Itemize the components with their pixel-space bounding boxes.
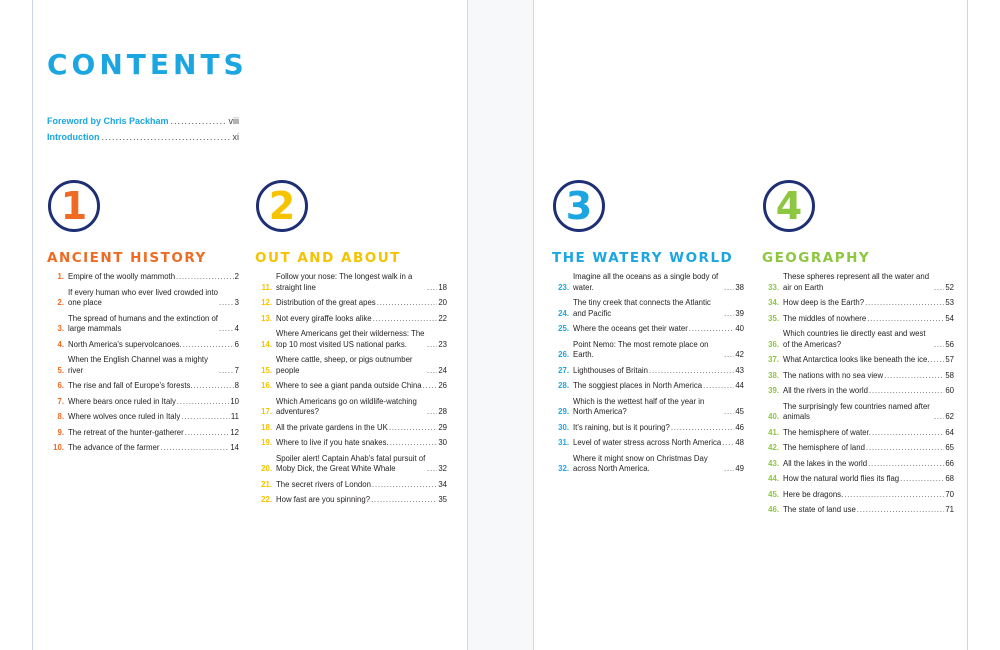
leader-dots [689,324,734,335]
entry-number: 40. [768,412,779,421]
entry-page: 53 [945,298,954,307]
entry-page: 34 [438,479,447,489]
entry-number: 9. [57,427,64,437]
entry-number: 20. [261,464,272,473]
entry-number: 22. [261,495,272,504]
entry-number: 35. [768,313,779,323]
toc-entry[interactable] [552,438,744,449]
toc-entry[interactable] [47,428,239,439]
entry-page: 18 [438,282,447,292]
entry-page: 3 [234,298,239,307]
leader-dots [423,381,438,392]
toc-entry[interactable] [552,454,744,475]
leader-dots [884,371,944,382]
entry-page: 29 [438,422,447,432]
toc-entry[interactable] [255,355,447,376]
entry-number: 3. [57,324,64,333]
toc-entry[interactable] [47,443,239,454]
leader-dots [427,407,437,418]
section-ancient-history [47,180,239,452]
entry-title: If every human who ever lived crowded into one place [68,287,218,307]
section-out-and-about [255,180,447,504]
toc-entry[interactable] [47,412,239,423]
entry-title: The hemisphere of land [783,443,865,452]
entry-number: 10. [53,443,64,452]
entry-number: 30. [558,422,569,432]
entry-title: Follow your nose: The longest walk in a straight line [276,272,413,292]
entry-title: Where it might snow on Christmas Day across North America. [573,453,708,473]
entry-number: 1. [57,272,64,281]
entry-page: 35 [438,495,447,504]
entry-number: 26. [558,350,569,359]
toc-entry[interactable] [552,324,744,335]
toc-entry[interactable] [762,355,954,366]
entry-title: Which is the wettest half of the year in North America? [573,396,705,416]
entry-page: 54 [945,313,954,323]
leader-dots [722,438,734,449]
toc-entry[interactable] [552,397,744,418]
leader-dots [869,386,944,397]
toc-entry[interactable] [255,397,447,418]
leader-dots [900,474,944,485]
leader-dots [724,309,734,320]
leader-dots [427,366,437,377]
section-entry-list [47,272,239,459]
entry-page: 28 [438,407,447,416]
leader-dots [872,428,944,439]
toc-entry[interactable] [552,272,744,293]
entry-title: Where wolves once ruled in Italy [68,412,181,421]
entry-number: 7. [57,396,64,406]
leader-dots [866,443,944,454]
entry-page: 42 [735,350,744,359]
entry-page: 45 [735,407,744,416]
entry-page: 6 [234,339,239,349]
leader-dots [219,298,234,309]
toc-entry[interactable] [255,298,447,309]
entry-number: 28. [558,381,569,390]
entry-title: The retreat of the hunter-gatherer [68,427,184,437]
entry-title: Distribution of the great apes [276,298,376,307]
entry-page: 8 [234,381,239,390]
toc-entry[interactable] [255,329,447,350]
leader-dots [181,412,230,423]
leader-dots [857,505,944,516]
toc-entry[interactable] [255,495,447,506]
leader-dots [703,381,734,392]
entry-number: 17. [261,407,272,416]
entry-page: 10 [230,396,239,406]
entry-number: 23. [558,282,569,292]
leader-dots [867,314,944,325]
entry-title: These spheres represent all the water and air on Earth [783,272,930,292]
entry-page: 56 [945,339,954,349]
toc-entry[interactable] [47,381,239,392]
entry-page: 57 [945,355,954,364]
leader-dots [868,459,944,470]
entry-title: The secret rivers of London [276,479,371,489]
entry-title: Where the oceans get their water [573,324,688,333]
leader-dots [102,129,231,145]
entry-title: Empire of the woolly mammoth [68,272,176,281]
entry-number: 38. [768,370,779,380]
front-matter-item[interactable] [47,129,239,145]
entry-number: 45. [768,489,779,499]
leader-dots [194,381,234,392]
entry-page: 65 [945,443,954,452]
leader-dots [171,113,227,129]
entry-title: The spread of humans and the extinction of large mammals [68,313,218,333]
entry-title: Spoiler alert! Captain Ahab's fatal pursuit of Moby Dick, the Great White Whale [276,453,426,473]
toc-entry[interactable] [762,371,954,382]
toc-entry[interactable] [552,423,744,434]
entry-page: 4 [234,324,239,333]
left-page-edge [32,0,33,650]
leader-dots [724,407,734,418]
leader-dots [934,340,944,351]
entry-title: The surprisingly few countries named after animals [783,401,930,421]
entry-number: 16. [261,381,272,390]
entry-title: How deep is the Earth? [783,298,865,307]
entry-title: How fast are you spinning? [276,495,371,504]
entry-page: 71 [945,505,954,514]
right-page-edge [967,0,968,650]
leader-dots [176,272,234,283]
entry-number: 36. [768,339,779,349]
front-matter-title: Foreword by Chris Packham [47,116,169,126]
section-number-badge: 4 [763,180,815,232]
toc-entry[interactable] [762,474,954,485]
entry-number: 43. [768,458,779,468]
entry-page: 48 [735,438,744,447]
section-number-badge: 3 [553,180,605,232]
leader-dots [931,355,945,366]
leader-dots [185,428,230,439]
front-matter-page: xi [232,132,239,142]
entry-number: 31. [558,438,569,447]
toc-entry[interactable] [47,397,239,408]
entry-page: 32 [438,464,447,473]
entry-title: All the rivers in the world [783,386,868,395]
leader-dots [219,366,234,377]
section-number-badge: 1 [48,180,100,232]
toc-entry[interactable] [552,340,744,361]
entry-number: 8. [57,412,64,421]
leader-dots [177,397,229,408]
entry-title: The middles of nowhere [783,313,867,323]
leader-dots [371,495,437,506]
entry-number: 33. [768,282,779,292]
toc-entry[interactable] [762,443,954,454]
entry-page: 49 [735,464,744,473]
leader-dots [934,283,944,294]
entry-page: 20 [438,298,447,307]
entry-page: 23 [438,339,447,349]
toc-entry[interactable] [255,381,447,392]
entry-number: 19. [261,438,272,447]
toc-entry[interactable] [255,314,447,325]
entry-page: 66 [945,458,954,468]
section-entry-list [762,272,954,521]
leader-dots [377,298,438,309]
toc-entry[interactable] [255,480,447,491]
entry-number: 29. [558,407,569,416]
entry-page: 26 [438,381,447,390]
entry-number: 37. [768,355,779,364]
entry-page: 70 [945,489,954,499]
toc-entry[interactable] [255,454,447,475]
entry-title: The nations with no sea view [783,370,884,380]
toc-entry[interactable] [552,381,744,392]
front-matter-title: Introduction [47,132,100,142]
entry-page: 38 [735,282,744,292]
leader-dots [671,423,734,434]
entry-title: Not every giraffe looks alike [276,313,372,323]
entry-page: 24 [438,365,447,375]
toc-entry[interactable] [762,402,954,423]
section-entry-list [552,272,744,480]
entry-title: Where Americans get their wilderness: The top 10 most visited US national parks. [276,329,425,349]
entry-page: 12 [230,427,239,437]
leader-dots [372,480,437,491]
entry-number: 4. [57,339,64,349]
entry-page: 7 [234,365,239,375]
entry-title: Point Nemo: The most remote place on Earth. [573,339,709,359]
entry-number: 41. [768,427,779,437]
entry-title: The state of land use [783,505,856,514]
toc-entry[interactable] [762,298,954,309]
toc-entry[interactable] [762,386,954,397]
entry-title: All the lakes in the world [783,458,868,468]
entry-page: 58 [945,370,954,380]
leader-dots [373,314,438,325]
entry-number: 6. [57,381,64,390]
toc-entry[interactable] [255,438,447,449]
toc-entry[interactable] [762,459,954,470]
section-title: THE WATERY WORLD [552,250,734,266]
entry-number: 24. [558,308,569,318]
toc-entry[interactable] [552,298,744,319]
entry-title: How the natural world flies its flag [783,474,900,483]
section-geography [762,180,954,514]
entry-number: 42. [768,443,779,452]
entry-page: 46 [735,422,744,432]
entry-number: 21. [261,479,272,489]
leader-dots [844,490,944,501]
toc-entry[interactable] [47,314,239,335]
entry-page: 11 [230,412,239,421]
entry-number: 46. [768,505,779,514]
leader-dots [390,438,438,449]
entry-title: Which countries lie directly east and west of the Americas? [783,329,926,349]
entry-number: 14. [261,339,272,349]
entry-number: 18. [261,422,272,432]
entry-number: 15. [261,365,272,375]
toc-entry[interactable] [762,505,954,516]
entry-page: 22 [438,313,447,323]
section-title: ANCIENT HISTORY [47,250,207,266]
entry-page: 39 [735,308,744,318]
entry-page: 64 [945,427,954,437]
entry-title: Where bears once ruled in Italy [68,396,176,406]
section-title: OUT AND ABOUT [255,250,401,266]
section-entry-list [255,272,447,511]
entry-number: 2. [57,298,64,307]
section-title: GEOGRAPHY [762,250,871,266]
entry-title: Lighthouses of Britain [573,365,648,375]
toc-entry[interactable] [552,366,744,377]
entry-title: When the English Channel was a mighty river [68,355,208,375]
entry-title: Here be dragons. [783,489,844,499]
entry-number: 32. [558,464,569,473]
leader-dots [724,464,734,475]
toc-entry[interactable] [762,272,954,293]
entry-number: 13. [261,313,272,323]
entry-title: North America's supervolcanoes. [68,339,182,349]
entry-number: 25. [558,324,569,333]
entry-number: 44. [768,474,779,483]
toc-entry[interactable] [47,355,239,376]
entry-number: 11. [261,282,272,292]
entry-page: 14 [230,443,239,452]
leader-dots [160,443,229,454]
entry-title: All the private gardens in the UK [276,422,388,432]
entry-title: It's raining, but is it pouring? [573,422,670,432]
toc-entry[interactable] [255,423,447,434]
entry-page: 44 [735,381,744,390]
entry-page: 62 [945,412,954,421]
toc-entry[interactable] [762,314,954,325]
toc-entry[interactable] [255,272,447,293]
entry-page: 60 [945,386,954,395]
leader-dots [389,423,437,434]
entry-title: What Antarctica looks like beneath the ice. [783,355,930,364]
leader-dots [183,340,234,351]
toc-entry[interactable] [47,272,239,283]
leader-dots [724,283,734,294]
toc-entry[interactable] [47,288,239,309]
leader-dots [219,324,234,335]
leader-dots [724,350,734,361]
section-number-badge: 2 [256,180,308,232]
entry-title: The rise and fall of Europe's forests. [68,381,193,390]
contents-heading: CONTENTS [47,48,248,81]
entry-title: The advance of the farmer [68,443,160,452]
front-matter-item[interactable] [47,113,239,129]
front-matter [47,113,239,145]
entry-title: The soggiest places in North America [573,381,703,390]
entry-title: Where cattle, sheep, or pigs outnumber people [276,355,413,375]
entry-page: 52 [945,282,954,292]
entry-number: 39. [768,386,779,395]
entry-title: Which Americans go on wildlife-watching adventures? [276,396,417,416]
entry-title: The hemisphere of water. [783,427,871,437]
toc-entry[interactable] [762,428,954,439]
leader-dots [934,412,944,423]
entry-title: Imagine all the oceans as a single body of water. [573,272,719,292]
entry-title: The tiny creek that connects the Atlantic and Pacific [573,298,711,318]
entry-number: 34. [768,298,779,307]
entry-number: 12. [261,298,272,307]
entry-title: Level of water stress across North America [573,438,722,447]
entry-page: 2 [234,272,239,281]
entry-page: 40 [735,324,744,333]
section-watery-world [552,180,744,473]
toc-entry[interactable] [762,490,954,501]
entry-number: 27. [558,365,569,375]
entry-page: 43 [735,365,744,375]
leader-dots [427,464,437,475]
entry-number: 5. [57,365,64,375]
entry-page: 30 [438,438,447,447]
toc-entry[interactable] [762,329,954,350]
entry-title: Where to see a giant panda outside China [276,381,422,390]
leader-dots [649,366,734,377]
leader-dots [865,298,944,309]
toc-entry[interactable] [47,340,239,351]
leader-dots [427,340,437,351]
entry-title: Where to live if you hate snakes. [276,438,389,447]
book-gutter [467,0,534,650]
entry-page: 68 [945,474,954,483]
front-matter-page: viii [228,116,239,126]
leader-dots [427,283,437,294]
